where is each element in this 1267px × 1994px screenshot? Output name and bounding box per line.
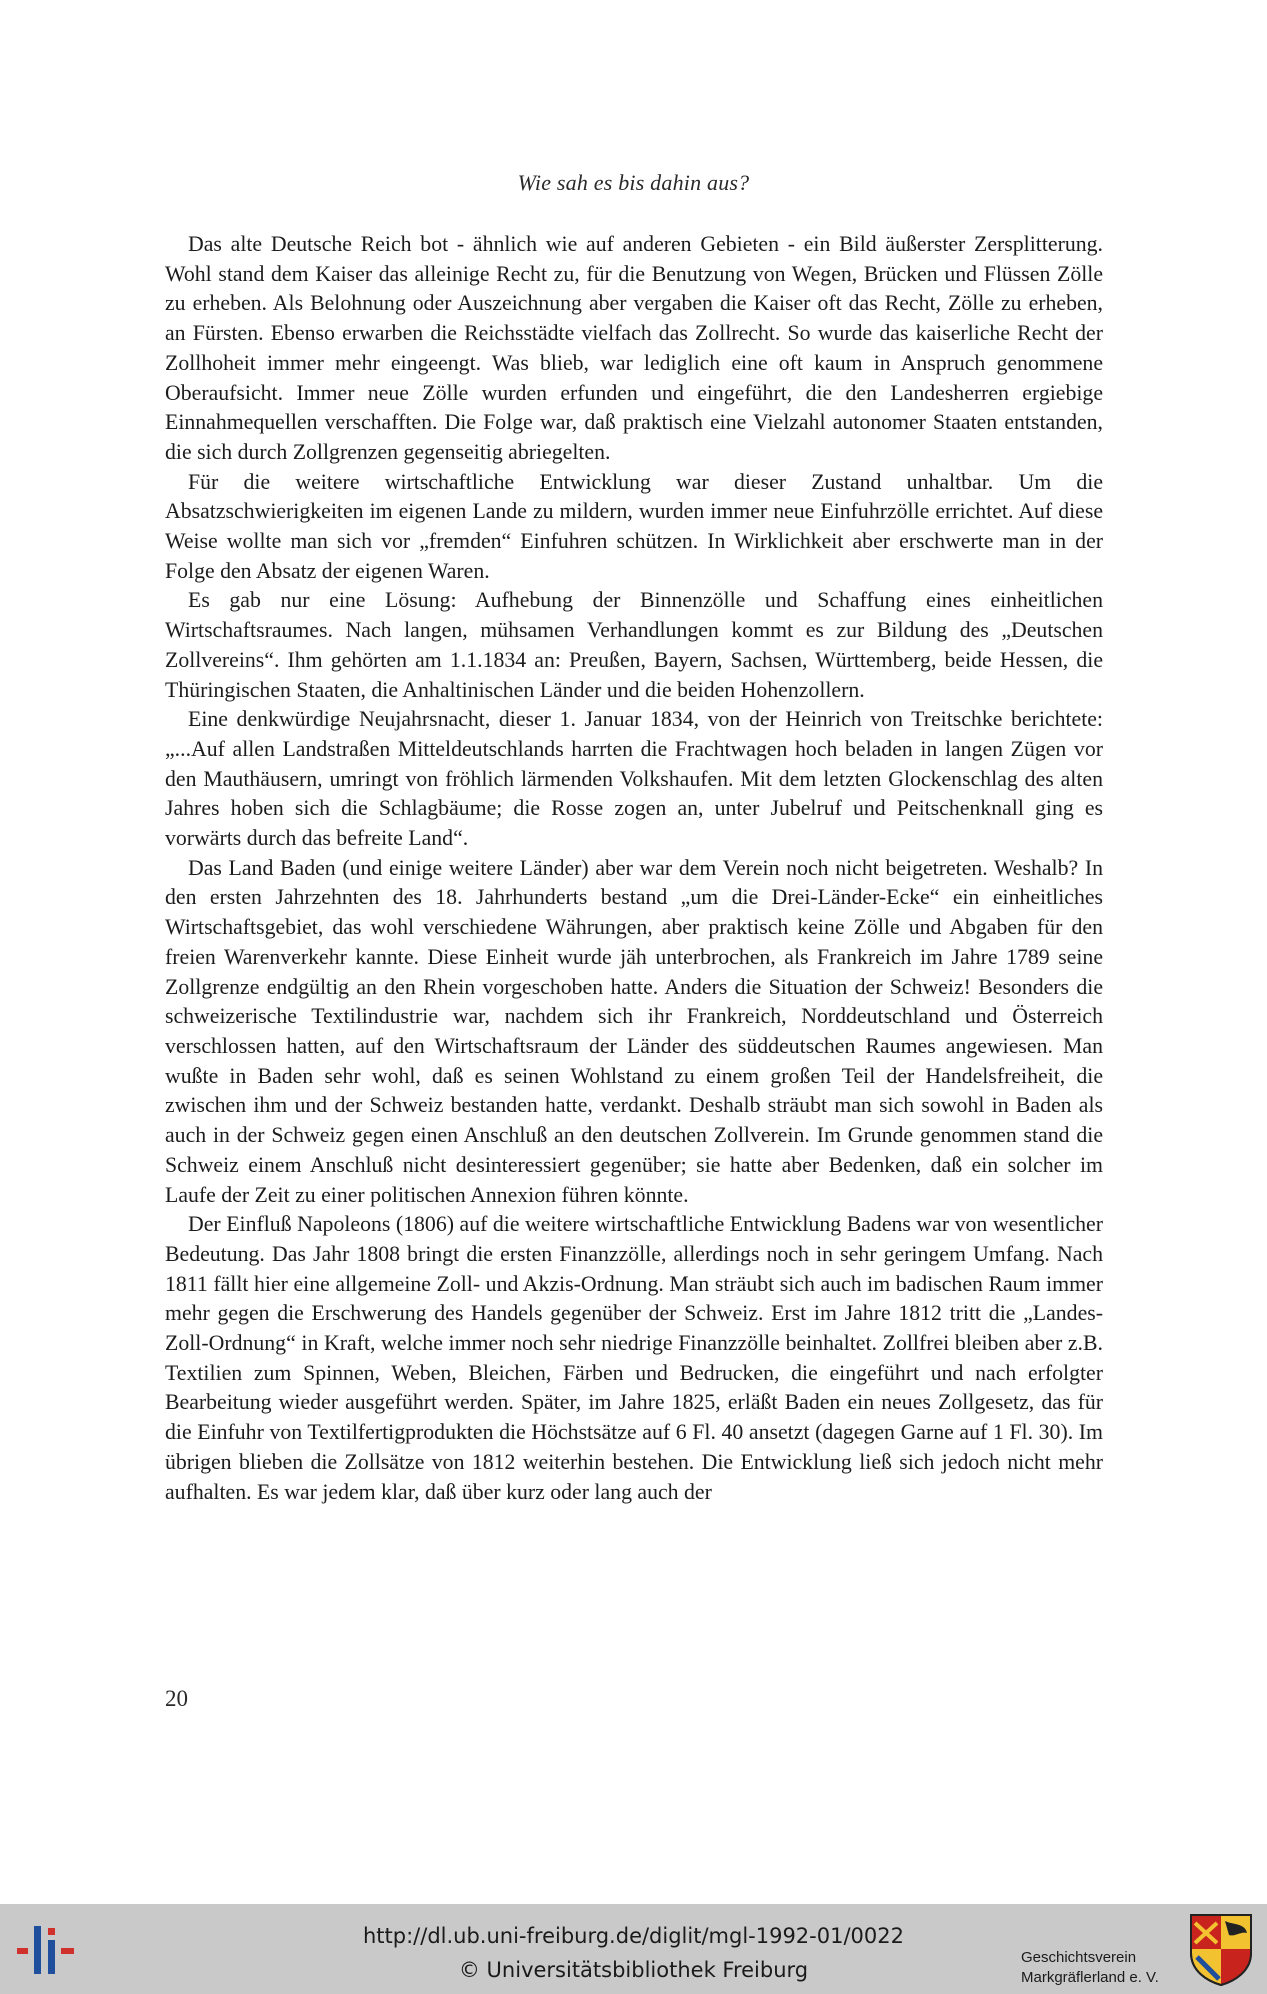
paragraph: Eine denkwürdige Neujahrsnacht, dieser 1. Januar 1834, von der Heinrich von Treitschke berichtete: „...Auf allen Landstraßen Mitteldeutschlands harrten die Frachtwagen hoch beladen in langen Zügen vor den Mauthäusern, umringt von fröhlich lärmenden Volkshaufen. Mit dem letzten Glockenschlag des alten Jahres hoben sich die Schlagbäume; die Rosse zogen an, unter Jubelruf und Peitschenknall ging es vorwärts durch das befreite Land“. (165, 707, 1103, 851)
society-line-2: Markgräflerland e. V. (1021, 1969, 1159, 1986)
footer-bar (0, 1904, 1267, 1994)
paragraph: Für die weitere wirtschaftliche Entwicklung war dieser Zustand unhaltbar. Um die Absatzschwierigkeiten im eigenen Lande zu mildern, wurden immer neue Einfuhrzölle errichtet. Auf diese Weise wollte man sich vor „fremden“ Einfuhren schützen. In Wirklichkeit aber erschwerte man in der Folge den Absatz der eigenen Waren. (165, 469, 1103, 583)
source-url-link[interactable]: http://dl.ub.uni-freiburg.de/diglit/mgl-1992-01/0022 (362, 1924, 904, 1948)
paragraph: Das Land Baden (und einige weitere Länder) aber war dem Verein noch nicht beigetreten. Weshalb? In den ersten Jahrzehnten des 18. Jahrhunderts bestand „um die Drei-Länder-Ecke“ ein einheitliches Wirtschaftsgebiet, das wohl verschiedene Währungen, aber praktisch keine Zölle und Abgaben für den freien Warenverkehr kannte. Diese Einheit wurde jäh unterbrochen, als Frankreich im Jahre 1789 seine Zollgrenze endgültig an den Rhein vorgeschoben hatte. Anders die Situation der Schweiz! Besonders die schweizerische Textilindustrie war, nachdem sich ihr Frankreich, Norddeutschland und Österreich verschlossen hatten, auf den Wirtschaftsraum der Länder des süddeutschen Raumes angewiesen. Man wußte in Baden sehr wohl, daß es seinen Wohlstand zu einem großen Teil der Handelsfreiheit, die zwischen ihm und der Schweiz bestanden hatte, verdankt. Deshalb sträubt man sich sowohl in Baden als auch in der Schweiz gegen einen Anschluß an den deutschen Zollverein. Im Grunde genommen stand die Schweiz einem Anschluß nicht desinteressiert gegenüber; sie hatte aber Bedenken, daß ein solcher im Laufe der Zeit zu einer politischen Annexion führen könnte. (165, 855, 1103, 1207)
society-line-1: Geschichtsverein (1021, 1949, 1137, 1966)
society-name (1021, 1948, 1159, 1988)
copyright-text: © Universitätsbibliothek Freiburg (458, 1958, 809, 1982)
body-text (165, 230, 1103, 1507)
paragraph: Es gab nur eine Lösung: Aufhebung der Binnenzölle und Schaffung eines einheitlichen Wirtschaftsraumes. Nach langen, mühsamen Verhandlungen kommt es zur Bildung des „Deutschen Zollvereins“. Ihm gehörten am 1.1.1834 an: Preußen, Bayern, Sachsen, Württemberg, beide Hessen, die Thüringischen Staaten, die Anhaltinischen Länder und die beiden Hohenzollern. (165, 588, 1103, 702)
page-number: 20 (165, 1686, 188, 1711)
section-heading: Wie sah es bis dahin aus? (517, 170, 750, 195)
coat-of-arms-icon[interactable] (1189, 1913, 1253, 1987)
paragraph: Das alte Deutsche Reich bot - ähnlich wie auf anderen Gebieten - ein Bild äußerster Zersplitterung. Wohl stand dem Kaiser das alleinige Recht zu, für die Benutzung von Wegen, Brücken und Flüssen Zölle zu erheben. Als Belohnung oder Auszeichnung aber vergaben die Kaiser oft das Recht, Zölle zu erheben, an Fürsten. Ebenso erwarben die Reichsstädte vielfach das Zollrecht. So wurde das kaiserliche Recht der Zollhoheit immer mehr eingeengt. Was blieb, war lediglich eine oft kaum in Anspruch genommene Oberaufsicht. Immer neue Zölle wurden erfunden und eingeführt, die den Landesherren ergiebige Einnahmequellen verschafften. Die Folge war, daß praktisch eine Vielzahl autonomer Staaten entstanden, die sich durch Zollgrenzen gegenseitig abriegelten. (165, 232, 1103, 464)
paragraph: Der Einfluß Napoleons (1806) auf die weitere wirtschaftliche Entwicklung Badens war von wesentlicher Bedeutung. Das Jahr 1808 bringt die ersten Finanzzölle, allerdings noch in sehr geringem Umfang. Nach 1811 fällt hier eine allgemeine Zoll- und Akzis-Ordnung. Man sträubt sich auch im badischen Raum immer mehr gegen die Erschwerung des Handels gegenüber der Schweiz. Erst im Jahre 1812 tritt die „Landes-Zoll-Ordnung“ in Kraft, welche immer noch sehr niedrige Finanzzölle beinhaltet. Zollfrei bleiben aber z.B. Textilien zum Spinnen, Weben, Bleichen, Färben und Bedrucken, die eingeführt und nach erfolgter Bearbeitung wieder ausgeführt werden. Später, im Jahre 1825, erläßt Baden ein neues Zollgesetz, das für die Einfuhr von Textilfertigprodukten die Höchstsätze auf 6 Fl. 40 ansetzt (dagegen Garne auf 1 Fl. 30). Im übrigen blieben die Zollsätze von 1812 weiterhin bestehen. Die Entwicklung ließ sich jedoch nicht mehr aufhalten. Es war jedem klar, daß über kurz oder lang auch der (165, 1212, 1103, 1504)
